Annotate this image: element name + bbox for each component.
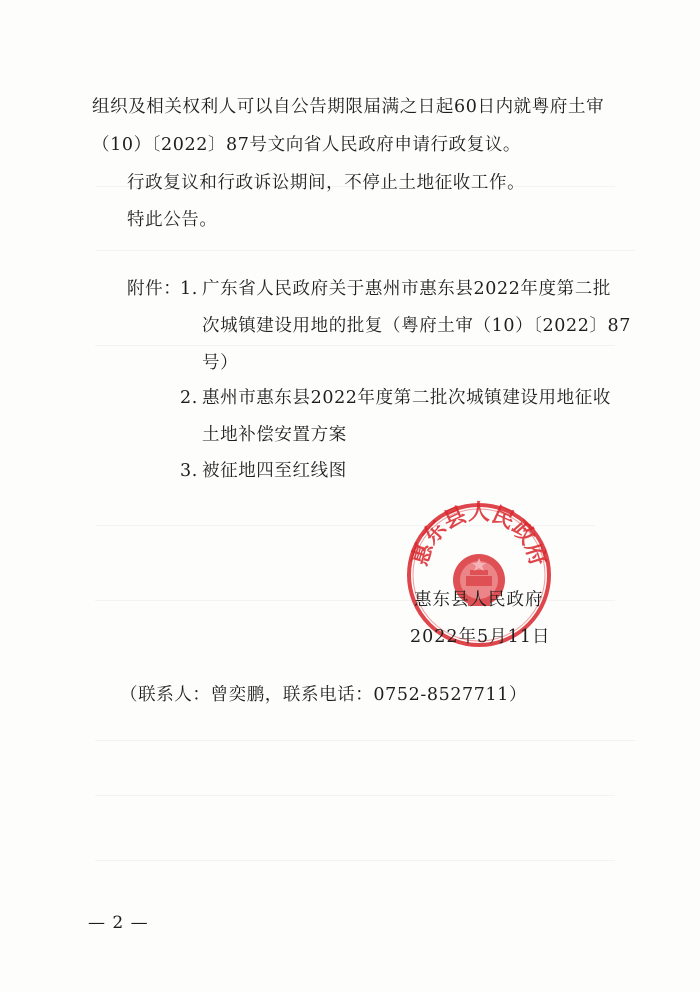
issuing-organization: 惠东县人民政府 xyxy=(414,590,544,610)
scan-texture xyxy=(95,740,635,741)
scan-texture xyxy=(95,250,635,251)
attachment-text: 广东省人民政府关于惠州市惠东县2022年度第二批 xyxy=(202,279,611,299)
attachment-text: 惠州市惠东县2022年度第二批次城镇建设用地征收 xyxy=(202,388,611,408)
scan-texture xyxy=(95,795,615,796)
scan-texture xyxy=(95,860,615,861)
body-line: 行政复议和行政诉讼期间，不停止土地征收工作。 xyxy=(127,173,526,193)
attachment-number: 3. xyxy=(180,461,198,481)
attachment-number: 2. xyxy=(180,388,198,408)
issue-date: 2022年5月11日 xyxy=(410,627,551,647)
body-line: （10）〔2022〕87号文向省人民政府申请行政复议。 xyxy=(92,135,522,155)
svg-text:惠东县人民政府: 惠东县人民政府 xyxy=(407,500,551,569)
attachment-number: 1. xyxy=(180,279,198,299)
attachment-text: 号） xyxy=(202,353,239,373)
attachment-item xyxy=(180,386,611,410)
attachment-text: 次城镇建设用地的批复（粤府土审（10）〔2022〕87 xyxy=(202,316,632,336)
contact-info: （联系人：曾奕鹏，联系电话：0752-8527711） xyxy=(120,685,528,705)
attachment-text: 被征地四至红线图 xyxy=(202,461,347,481)
body-line: 特此公告。 xyxy=(127,210,218,230)
scan-texture xyxy=(95,345,615,346)
body-line: 组织及相关权利人可以自公告期限届满之日起60日内就粤府土审 xyxy=(92,97,605,117)
attachment-text: 土地补偿安置方案 xyxy=(202,425,347,445)
page-number: — 2 — xyxy=(88,913,149,933)
attachments-label: 附件： xyxy=(127,279,182,299)
attachment-item xyxy=(180,459,347,483)
attachment-item xyxy=(180,277,611,301)
